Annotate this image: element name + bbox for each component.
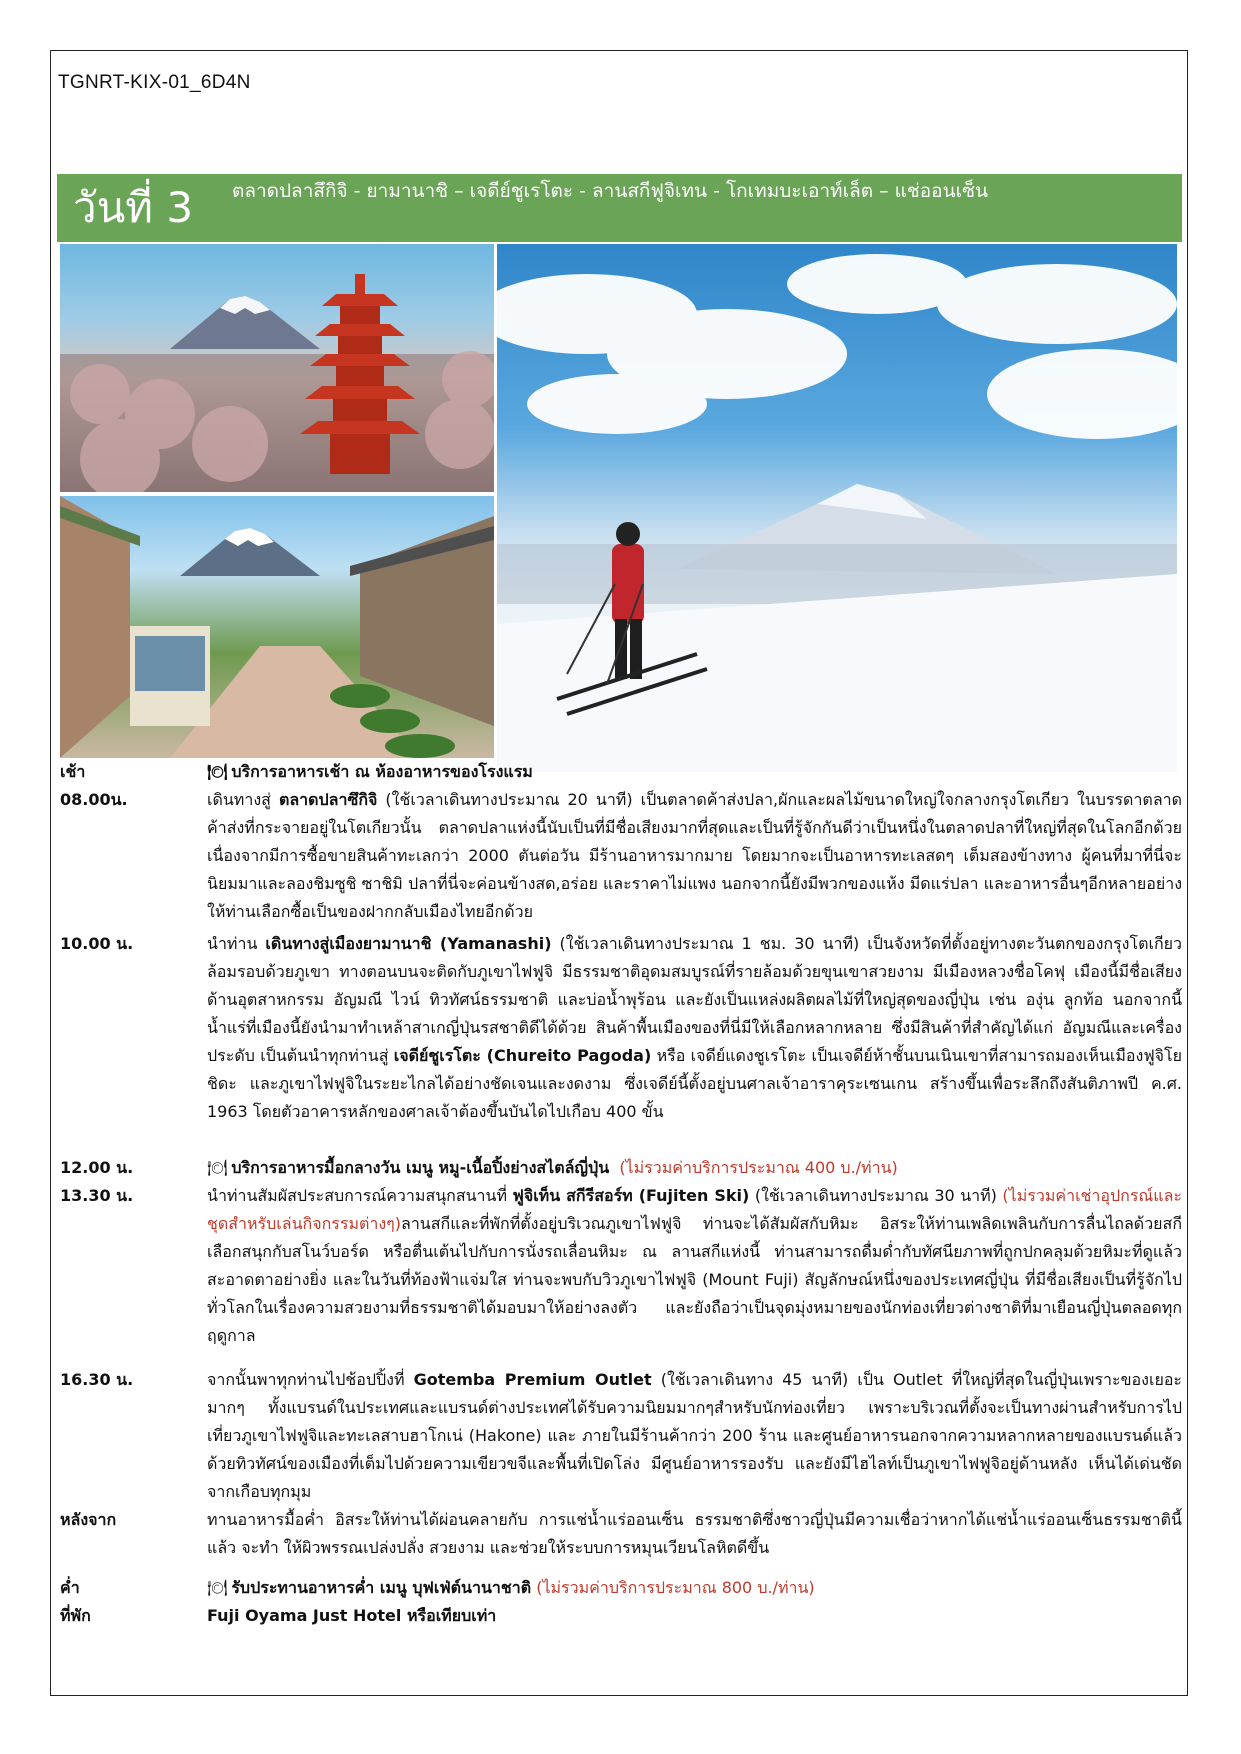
time-label: เช้า xyxy=(60,762,86,781)
time-label: 16.30 น. xyxy=(60,1370,134,1389)
hotel-name: Fuji Oyama Just Hotel หรือเทียบเท่า xyxy=(207,1606,497,1625)
time-label: หลังจาก xyxy=(60,1510,117,1529)
gotemba-outlet-photo xyxy=(60,496,494,758)
activity-text: นำท่านสัมผัสประสบการณ์ความสนุกสนานที่ ฟูจิเท็น สกีรีสอร์ท (Fujiten Ski) (ใช้เวลาเดินทางประมาณ 30 นาที) (ไม่รวมค่าเช่าอุปกรณ์และชุดสำหรับเล่นกิจกรรมต่างๆ)ลานสกีและที่พักที่ตั้งอยู่บริเวณภูเขาไฟฟูจิ ท่านจะได้สัมผัสกับหิมะ อิสระให้ท่านเพลิดเพลินกับการลื่นไถลด้วยสกี เลือกสนุกกับสโนว์บอร์ด หรือตื่นเต้นไปกับการนั่งรถเลื่อนหิมะ ณ ลานสกีแห่งนี้ ท่านสามารถดื่มด่ำกับทัศนียภาพที่ถูกปกคลุมด้วยหิมะที่ดูแล้วสะอาดตาอย่างยิ่ง และในวันที่ท้องฟ้าแจ่มใส ท่านจะพบกับวิวภูเขาไฟฟูจิ (Mount Fuji) สัญลักษณ์หนึ่งของประเทศญี่ปุ่น ที่มีชื่อเสียงเป็นที่รู้จักไปทั่วโลกในเรื่องความสวยงามที่ธรรมชาติได้มอบมาให้อย่างลงตัว และยังถือว่าเป็นจุดมุ่งหมายของนักท่องเที่ยวต่างชาติที่มาเยือนญี่ปุ่นตลอดทุกฤดูกาล xyxy=(207,1186,1182,1345)
time-label: 08.00น. xyxy=(60,790,128,809)
meal-icon: 🍽 xyxy=(207,762,228,781)
activity-text: 🍽 รับประทานอาหารค่ำ เมนู บุฟเฟ่ต์นานาชาติ (ไม่รวมค่าบริการประมาณ 800 บ./ท่าน) xyxy=(207,1574,1182,1602)
day-label: วันที่ 3 xyxy=(73,183,194,232)
ski-fuji-photo xyxy=(497,244,1177,772)
activity-text: ทานอาหารมื้อค่ำ อิสระให้ท่านได้ผ่อนคลายกับ การแช่น้ำแร่ออนเซ็น ธรรมชาติซึ่งชาวญี่ปุ่นมีความเชื่อว่าหากได้แช่น้ำแร่ออนเซ็นธรรมชาตินี้แล้ว จะทำ ให้ผิวพรรณเปล่งปลั่ง สวยงาม และช่วยให้ระบบการหมุนเวียนโลหิตดีขึ้น xyxy=(207,1510,1182,1557)
activity-text: เดินทางสู่ ตลาดปลาซึกิจิ (ใช้เวลาเดินทางประมาณ 20 นาที) เป็นตลาดค้าส่งปลา,ผักและผลไม้ขนาดใหญ่ใจกลางกรุงโตเกียว ในบรรดาตลาดค้าส่งที่กระจายอยู่ในโตเกียวนั้น ตลาดปลาแห่งนี้นับเป็นที่มีชื่อเสียงมากที่สุดและเป็นที่รู้จักกันดีว่าเป็นหนึ่งในตลาดปลาที่ใหญ่ที่สุดในโลกอีกด้วย เนื่องจากมีการซื้อขายสินค้าทะเลกว่า 2000 ตันต่อวัน มีร้านอาหารมากมาย โดยมากจะเป็นอาหารทะเลสดๆ เต็มสองข้างทาง ผู้คนที่มาที่นี่จะนิยมมาและลองชิมซูชิ ซาชิมิ ปลาที่นี่จะค่อนข้างสด,อร่อย และราคาไม่แพง นอกจากนี้ยังมีพวกของแห้ง มีดแร่ปลา และอาหารอื่นๆอีกหลายอย่างให้ท่านเลือกซื้อเป็นของฝากกลับเมืองไทยอีกด้วย xyxy=(207,790,1182,921)
time-label: 10.00 น. xyxy=(60,934,134,953)
meal-icon: 🍽 xyxy=(207,1158,228,1177)
time-label: 12.00 น. xyxy=(60,1158,134,1177)
time-label: ค่ำ xyxy=(60,1578,80,1597)
activity-text: นำท่าน เดินทางสู่เมืองยามานาชิ (Yamanashi) (ใช้เวลาเดินทางประมาณ 1 ชม. 30 นาที) เป็นจังหวัดที่ตั้งอยู่ทางตะวันตกของกรุงโตเกียว ล้อมรอบด้วยภูเขา ทางตอนบนจะติดกับภูเขาไฟฟูจิ มีธรรมชาติอุดมสมบูรณ์ที่รายล้อมด้วยขุนเขาสวยงาม มีเมืองหลวงชื่อโคฟุ เมืองนี้มีชื่อเสียงด้านอุตสาหกรรม อัญมณี ไวน์ ทิวทัศน์ธรรมชาติ และบ่อน้ำพุร้อน และยังเป็นแหล่งผลิตผลไม้ที่ใหญ่สุดของญี่ปุ่น เช่น องุ่น ลูกท้อ นอกจากนี้ น้ำแร่ที่เมืองนี้ยังนำมาทำเหล้าสาเกญี่ปุ่นรสชาติดีได้ด้วย สินค้าพื้นเมืองของที่นี่มีให้เลือกหลากหลาย ซึ่งมีสินค้าที่สำคัญได้แก่ อัญมณีและเครื่องประดับ เป็นต้นนำทุกท่านสู่ เจดีย์ชูเรโตะ (Chureito Pagoda) หรือ เจดีย์แดงชูเรโตะ เป็นเจดีย์ห้าชั้นบนเนินเขาที่สามารถมองเห็นเมืองฟูจิโยชิดะ และภูเขาไฟฟูจิในระยะไกลได้อย่างชัดเจนและงดงาม ซึ่งเจดีย์นี้ตั้งอยู่บนศาลเจ้าอาราคุระเซนเกน สร้างขึ้นเพื่อระลึกถึงสันติภาพปี ค.ศ. 1963 โดยตัวอาคารหลักของศาลเจ้าต้องขึ้นบันไดไปเกือบ 400 ขั้น xyxy=(207,934,1183,1121)
day-route: ตลาดปลาสึกิจิ - ยามานาชิ – เจดีย์ชูเรโตะ - ลานสกีฟูจิเทน - โกเทมบะเอาท์เล็ต – แช่ออนเซ็น xyxy=(232,180,988,202)
day-header xyxy=(57,174,1182,242)
activity-text: 🍽 บริการอาหารเช้า ณ ห้องอาหารของโรงแรม xyxy=(207,758,1182,786)
activity-text: 🍽 บริการอาหารมื้อกลางวัน เมนู หมู-เนื้อปิ้งย่างสไตล์ญี่ปุ่น (ไม่รวมค่าบริการประมาณ 400 บ./ท่าน) xyxy=(207,1154,1182,1182)
meal-icon: 🍽 xyxy=(207,1578,228,1597)
activity-text: จากนั้นพาทุกท่านไปช้อปปิ้งที่ Gotemba Premium Outlet (ใช้เวลาเดินทาง 45 นาที) เป็น Outlet ที่ใหญ่ที่สุดในญี่ปุ่นเพราะของเยอะมากๆ ทั้งแบรนด์ในประเทศและแบรนด์ต่างประเทศได้รับความนิยมมากๆสำหรับนักท่องเที่ยว เพราะบริเวณที่ตั้งจะเป็นทางผ่านสำหรับการไป เที่ยวภูเขาไฟฟูจิและทะเลสาบฮาโกเน่ (Hakone) และ ภายในมีร้านค้ากว่า 200 ร้าน และศูนย์อาหารนอกจากความหลากหลายของแบรนด์แล้ว ด้วยทิวทัศน์ของเมืองที่เต็มไปด้วยความเขียวขจีและพื้นที่เปิดโล่ง มีศูนย์อาหารรองรับ และยังมีไฮไลท์เป็นภูเขาไฟฟูจิอยู่ด้านหลัง เห็นได้เด่นชัดจากเกือบทุกมุม xyxy=(207,1370,1183,1501)
tour-code: TGNRT-KIX-01_6D4N xyxy=(58,72,251,93)
chureito-pagoda-photo xyxy=(60,244,494,492)
time-label: 13.30 น. xyxy=(60,1186,134,1205)
time-label: ที่พัก xyxy=(60,1606,91,1625)
